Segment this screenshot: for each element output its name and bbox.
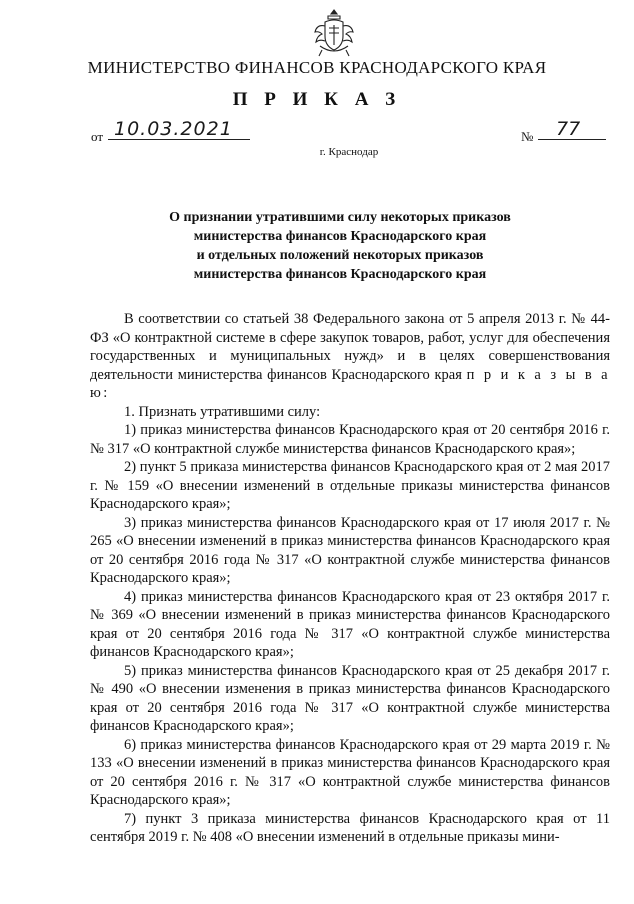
order-body [90, 310, 610, 847]
list-item: 3) приказ министерства финансов Краснодарского края от 17 июля 2017 г. № 265 «О внесении изменений в приказ министерства финансов Краснодарского края от 20 сентября 2016 года № 317 «О контрактной службе министерства финансов Краснодарского края»; [90, 514, 610, 586]
ministry-name: МИНИСТЕРСТВО ФИНАНСОВ КРАСНОДАРСКОГО КРАЯ [87, 58, 547, 77]
preamble-text: В соответствии со статьей 38 Федерального закона от 5 апреля 2013 г. № 44-ФЗ «О контрактной системе в сфере закупок товаров, работ, услуг для обеспечения государственных и муниципальных нужд» и в целях совершенствования деятельности министерства финансов Краснодарского края [90, 311, 610, 383]
list-item: 2) пункт 5 приказа министерства финансов Краснодарского края от 2 мая 2017 г. № 159 «О внесении изменений в отдельные приказы министерства финансов Краснодарского края»; [90, 459, 610, 512]
city-name: г. Краснодар [319, 146, 379, 158]
date-label: от [91, 129, 104, 144]
order-subject [100, 208, 580, 284]
preamble-paragraph [90, 310, 610, 403]
subject-line: министерства финансов Краснодарского края [193, 267, 487, 282]
document-type-title: П Р И К А З [232, 89, 402, 110]
number-label: № [521, 129, 534, 144]
subject-line: О признании утратившими силу некоторых приказов [169, 210, 511, 225]
list-item: 5) приказ министерства финансов Краснодарского края от 25 декабря 2017 г. № 490 «О внесении изменения в приказ министерства финансов Краснодарского края от 20 сентября 2016 года № 317 «О контрактной службе министерства финансов Краснодарского края»; [90, 662, 610, 734]
list-item: 1. Признать утратившими силу: [124, 403, 321, 420]
list-item: 4) приказ министерства финансов Краснодарского края от 23 октября 2017 г. № 369 «О внесении изменений в приказ министерства финансов Краснодарского края от 20 сентября 2016 года № 317 «О контрактной службе министерства финансов Краснодарского края»; [90, 588, 610, 660]
list-item: 6) приказ министерства финансов Краснодарского края от 29 марта 2019 г. № 133 «О внесении изменений в приказ министерства финансов Краснодарского края от 20 сентября 2016 г. № 317 «О контрактной службе министерства финансов Краснодарского края»; [90, 736, 610, 808]
subject-line: министерства финансов Краснодарского края [193, 229, 487, 244]
order-word: п р и к а з ы в а ю: [90, 366, 610, 401]
coat-of-arms-emblem [312, 8, 356, 58]
order-number: 77 [538, 118, 606, 140]
order-date: 10.03.2021 [108, 118, 250, 140]
list-item: 1) приказ министерства финансов Краснодарского края от 20 сентября 2016 г. № 317 «О контрактной службе министерства финансов Краснодарского края»; [90, 422, 610, 457]
subject-line: и отдельных положений некоторых приказов [196, 248, 484, 263]
list-item: 7) пункт 3 приказа министерства финансов Краснодарского края от 11 сентября 2019 г. № 408 «О внесении изменений в отдельные приказы мини- [90, 810, 610, 845]
